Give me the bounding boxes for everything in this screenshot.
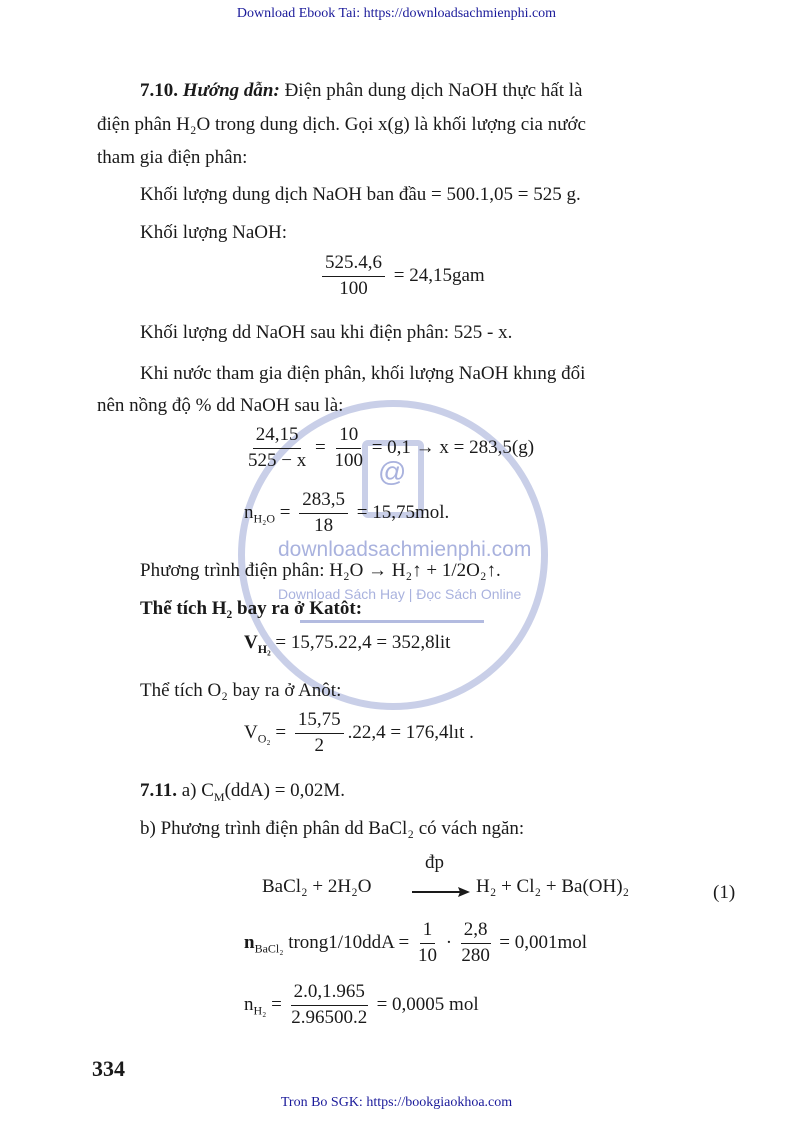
- s711-a-subscript: M: [213, 789, 225, 804]
- eq3-denominator: 18: [314, 514, 334, 536]
- eq3-result: = 15,75mol.: [356, 501, 450, 523]
- watermark-site: downloadsachmienphi.com: [278, 538, 532, 561]
- s711-a-text: a) C: [176, 780, 214, 801]
- eq2-fraction2: [334, 425, 363, 472]
- s710-vo2-label: Thể tích O₂ bay ra ở Anôt:: [140, 680, 342, 701]
- at-sign-icon: @: [378, 456, 407, 487]
- s710-number: 7.10.: [140, 80, 178, 101]
- s710-vh2-label: Thể tích H₂ bay ra ở Katôt:: [140, 598, 363, 619]
- s710-eq2: [244, 425, 534, 472]
- eq1-denominator: 100: [339, 277, 368, 299]
- header-link[interactable]: Download Ebook Tai: https://downloadsachmienphi.com: [236, 6, 557, 21]
- eq3-symbol: n: [244, 501, 254, 523]
- nb-dot: ·: [445, 931, 453, 953]
- s710-equation-label: Phương trình điện phân: H₂O → H₂↑ + 1/2O₂↑.: [140, 560, 501, 581]
- s710-mass-after: Khối lượng dd NaOH sau khi điện phân: 525 - x.: [140, 322, 513, 343]
- vo2-numerator: 15,75: [295, 710, 344, 734]
- s710-vh2-eq: [244, 632, 450, 657]
- s711-nbacl2-eq: [244, 920, 587, 967]
- eq2-numerator2: 10: [336, 425, 361, 449]
- s710-guide: Hướng dẫn:: [182, 80, 280, 101]
- vo2-subscript: O₂: [257, 731, 271, 746]
- eq1-fraction: [322, 253, 385, 300]
- vo2-fraction: [295, 710, 344, 757]
- eq2-numerator1: 24,15: [253, 425, 302, 449]
- nb-result: = 0,001mol: [499, 931, 588, 953]
- nb-fraction2: [461, 920, 491, 967]
- vo2-symbol: V: [244, 721, 258, 743]
- s710-intro2: điện phân H₂O trong dung dịch. Gọi x(g) là khối lượng cia nước: [97, 114, 586, 135]
- eq3-fraction: [299, 490, 348, 537]
- vh2-result: = 15,75.22,4 = 352,8lit: [275, 632, 451, 653]
- nh-denominator: 2.96500.2: [291, 1006, 368, 1028]
- s710-when2: nên nồng độ % dd NaOH sau là:: [97, 395, 344, 416]
- s711-nh2-eq: $n_{H_2}$ = $\frac{2.0,1.965}{2.96500.2}$ = 0,0005 mol: [244, 981, 479, 1028]
- eq2-denominator2: 100: [334, 449, 363, 471]
- eq2-fraction1: [248, 425, 306, 472]
- eq3-numerator: 283,5: [299, 490, 348, 514]
- s711-reaction-tag: (1): [713, 882, 736, 903]
- eq2-denominator1: 525 − x: [248, 449, 307, 471]
- nb-subscript: BaCl₂: [254, 941, 284, 956]
- s711-a: [140, 780, 345, 805]
- nh-symbol: n: [244, 993, 254, 1015]
- nb-numerator1: 1: [420, 920, 436, 944]
- vo2-result: .22,4 = 176,4lıt .: [347, 721, 474, 743]
- s711-reaction-lhs: BaCl₂ + 2H₂O: [262, 876, 372, 897]
- nb-denominator2: 280: [461, 944, 490, 966]
- s710-eq1: [318, 253, 485, 300]
- nh-result: = 0,0005 mol: [376, 993, 479, 1015]
- eq1-result: = 24,15gam: [393, 264, 485, 286]
- s710-line1: [140, 80, 582, 102]
- nb-fraction1: [418, 920, 437, 967]
- eq2-result: = 0,1 → x = 283,5(g): [371, 436, 535, 458]
- watermark-tagline: Download Sách Hay | Đọc Sách Online: [278, 586, 522, 602]
- s710-intro1: Điện phân dung dịch NaOH thực hất là: [279, 80, 583, 101]
- s710-eq3: $n_{H_2O}$ = $\frac{283,5}{18}$ = 15,75mol.: [244, 489, 450, 536]
- reaction-arrow-icon: [412, 885, 472, 899]
- nb-symbol: n: [244, 931, 255, 953]
- s711-b: b) Phương trình điện phân dd BaCl₂ có vách ngăn:: [140, 818, 525, 839]
- s710-mass-init: Khối lượng dung dịch NaOH ban đầu = 500.1,05 = 525 g.: [140, 184, 581, 205]
- vo2-denominator: 2: [314, 734, 324, 756]
- s710-when1: Khi nước tham gia điện phân, khối lượng NaOH khıng đổi: [140, 363, 586, 384]
- vh2-symbol: V: [244, 632, 258, 653]
- watermark-underline: [300, 620, 484, 623]
- nb-numerator2: 2,8: [461, 920, 491, 944]
- s711-a-rest: (ddA) = 0,02M.: [224, 780, 346, 801]
- s710-intro3: tham gia điện phân:: [97, 147, 248, 168]
- nb-denominator1: 10: [417, 944, 437, 966]
- nb-mid: trong1/10ddA =: [288, 931, 410, 953]
- page-number: 334: [92, 1056, 125, 1081]
- nh-fraction: [291, 982, 368, 1029]
- eq3-subscript: H₂O: [253, 511, 276, 526]
- s711-reaction-rhs: H₂ + Cl₂ + Ba(OH)₂: [476, 876, 630, 897]
- footer-link[interactable]: Tron Bo SGK: https://bookgiaokhoa.com: [280, 1095, 513, 1110]
- s711-number: 7.11.: [140, 780, 177, 801]
- eq2-equals: =: [314, 436, 326, 458]
- s711-reaction-condition: đp: [425, 852, 444, 873]
- eq1-numerator: 525.4,6: [322, 253, 385, 277]
- nh-numerator: 2.0,1.965: [291, 982, 368, 1006]
- vh2-subscript: H₂: [257, 641, 271, 656]
- s710-mass-naoh-label: Khối lượng NaOH:: [140, 222, 287, 243]
- s710-vo2-eq: $V_{O_2}$ = $\frac{15,75}{2}$ .22,4 = 176,4lıt .: [244, 709, 474, 756]
- nh-subscript: H₂: [253, 1003, 267, 1018]
